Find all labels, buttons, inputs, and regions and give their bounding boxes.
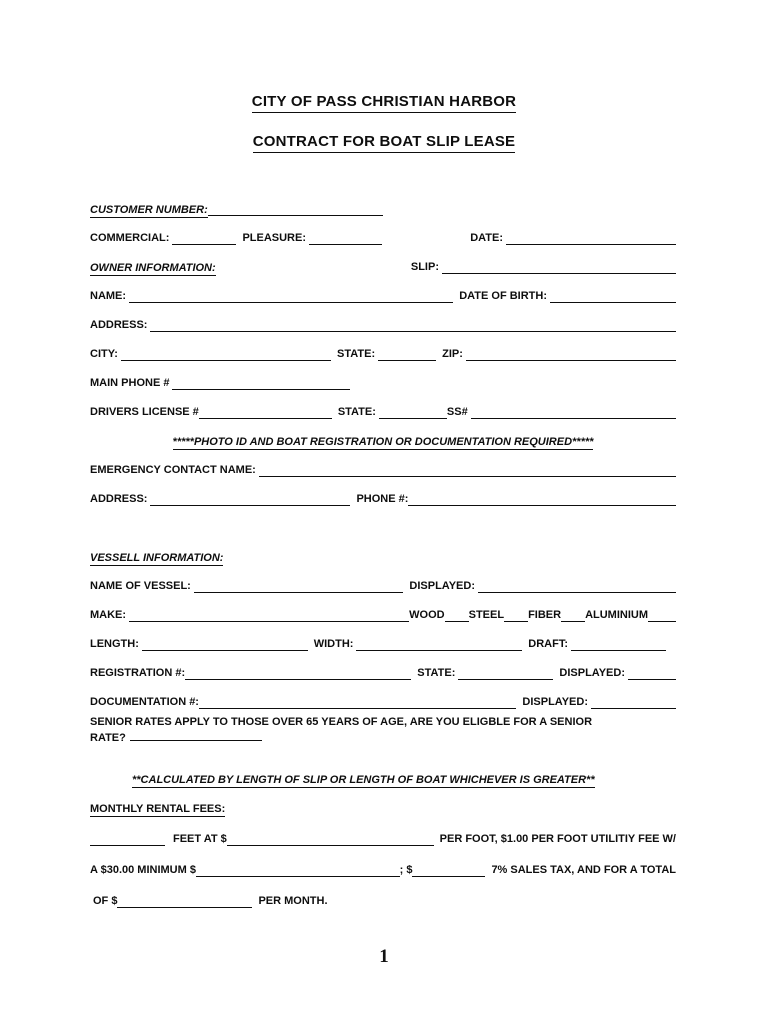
pleasure-blank[interactable] (309, 233, 382, 246)
documentation-displayed-blank[interactable] (591, 697, 676, 710)
pleasure-label: PLEASURE: (242, 232, 306, 244)
senior-rates-line1: SENIOR RATES APPLY TO THOSE OVER 65 YEARS OF AGE, ARE YOU ELIGBLE FOR A SENIOR (90, 716, 593, 728)
registration-displayed-blank[interactable] (628, 668, 676, 681)
semicolon-dollar-label: ; $ (399, 864, 413, 876)
length-blank[interactable] (142, 639, 308, 652)
draft-blank[interactable] (571, 639, 666, 652)
main-phone-label: MAIN PHONE # (90, 377, 170, 389)
length-label: LENGTH: (90, 638, 139, 650)
minimum-amount-blank[interactable] (196, 865, 400, 878)
draft-label: DRAFT: (528, 638, 569, 650)
commercial-blank[interactable] (172, 233, 236, 246)
emergency-phone-label: PHONE #: (356, 493, 409, 505)
date-label: DATE: (470, 232, 503, 244)
zip-label: ZIP: (442, 348, 463, 360)
state-blank[interactable] (378, 349, 436, 362)
feet-rate-row (90, 815, 676, 846)
senior-rate-blank[interactable] (130, 730, 262, 741)
wood-label: WOOD (409, 609, 445, 621)
date-of-birth-blank[interactable] (550, 291, 676, 304)
fiber-label: FIBER (528, 609, 562, 621)
city-blank[interactable] (121, 349, 331, 362)
per-foot-text: PER FOOT, $1.00 PER FOOT UTILITIY FEE W/ (439, 833, 676, 845)
document-title-line2: CONTRACT FOR BOAT SLIP LEASE (0, 133, 768, 153)
emergency-contact-row (90, 448, 676, 477)
calculated-notice: **CALCULATED BY LENGTH OF SLIP OR LENGTH OF BOAT WHICHEVER IS GREATER** (132, 773, 595, 786)
vessel-displayed-blank[interactable] (478, 581, 676, 594)
ss-label: SS# (446, 406, 468, 418)
form-body (90, 187, 676, 908)
vessel-information-heading: VESSELL INFORMATION: (90, 551, 224, 564)
width-label: WIDTH: (313, 638, 354, 650)
ss-blank[interactable] (471, 407, 676, 420)
vessel-name-blank[interactable] (194, 581, 404, 594)
name-dob-row (90, 274, 676, 303)
make-label: MAKE: (90, 609, 127, 621)
senior-rates-paragraph (90, 709, 676, 757)
photo-id-notice: *****PHOTO ID AND BOAT REGISTRATION OR DOCUMENTATION REQUIRED***** (172, 435, 594, 448)
rate-per-foot-blank[interactable] (227, 834, 434, 847)
emergency-phone-blank[interactable] (408, 494, 676, 507)
city-label: CITY: (90, 348, 118, 360)
calculated-notice-row (90, 757, 676, 786)
documentation-label: DOCUMENTATION #: (90, 696, 199, 708)
documentation-number-blank[interactable] (199, 697, 516, 710)
monthly-rental-heading-row (90, 786, 676, 815)
commercial-label: COMMERCIAL: (90, 232, 170, 244)
aluminium-label: ALUMINIUM (585, 609, 648, 621)
address-row (90, 303, 676, 332)
emergency-address-label: ADDRESS: (90, 493, 148, 505)
emergency-contact-name-blank[interactable] (259, 465, 676, 478)
documentation-row (90, 680, 676, 709)
customer-number-row (90, 187, 676, 216)
address-label: ADDRESS: (90, 319, 148, 331)
owner-information-row (90, 245, 676, 274)
state-label: STATE: (337, 348, 376, 360)
sales-tax-text: 7% SALES TAX, AND FOR A TOTAL (491, 864, 676, 876)
per-month-label: PER MONTH. (258, 895, 328, 907)
registration-state-label: STATE: (417, 667, 456, 679)
senior-rate-label: RATE? (90, 732, 126, 744)
registration-state-blank[interactable] (458, 668, 553, 681)
steel-blank[interactable] (504, 610, 528, 623)
registration-number-blank[interactable] (185, 668, 411, 681)
registration-label: REGISTRATION #: (90, 667, 186, 679)
document-title-line1: CITY OF PASS CHRISTIAN HARBOR (0, 93, 768, 113)
emergency-contact-label: EMERGENCY CONTACT NAME: (90, 464, 256, 476)
feet-blank[interactable] (90, 834, 165, 847)
name-label: NAME: (90, 290, 127, 302)
date-blank[interactable] (506, 233, 676, 246)
drivers-license-row (90, 390, 676, 419)
minimum-tax-row (90, 846, 676, 877)
main-phone-row (90, 361, 676, 390)
sales-tax-amount-blank[interactable] (412, 865, 485, 878)
make-blank[interactable] (129, 610, 409, 623)
emergency-address-phone-row (90, 477, 676, 506)
documentation-displayed-label: DISPLAYED: (522, 696, 588, 708)
length-width-draft-row (90, 622, 676, 651)
commercial-pleasure-date-row (90, 216, 676, 245)
drivers-license-blank[interactable] (199, 407, 332, 420)
zip-blank[interactable] (466, 349, 676, 362)
date-of-birth-label: DATE OF BIRTH: (459, 290, 547, 302)
vessel-displayed-label: DISPLAYED: (409, 580, 475, 592)
registration-row (90, 651, 676, 680)
wood-blank[interactable] (445, 610, 469, 623)
main-phone-blank[interactable] (172, 378, 350, 391)
dl-state-blank[interactable] (379, 407, 447, 420)
slip-label: SLIP: (410, 261, 439, 273)
owner-information-heading: OWNER INFORMATION: (90, 261, 216, 274)
page-number: 1 (379, 946, 389, 967)
aluminium-blank[interactable] (648, 610, 676, 623)
slip-blank[interactable] (442, 262, 676, 275)
vessel-information-heading-row (90, 535, 676, 564)
steel-label: STEEL (468, 609, 505, 621)
fiber-blank[interactable] (561, 610, 585, 623)
drivers-license-label: DRIVERS LICENSE # (90, 406, 199, 418)
total-per-month-blank[interactable] (117, 896, 252, 909)
address-blank[interactable] (150, 320, 676, 333)
make-row (90, 593, 676, 622)
of-label: OF $ (93, 895, 118, 907)
vessel-name-row (90, 564, 676, 593)
senior-rates-line2 (90, 730, 676, 746)
width-blank[interactable] (356, 639, 522, 652)
city-state-zip-row (90, 332, 676, 361)
name-blank[interactable] (129, 291, 453, 304)
name-of-vessel-label: NAME OF VESSEL: (90, 580, 191, 592)
customer-number-label: CUSTOMER NUMBER: (90, 203, 208, 216)
photo-id-notice-row (90, 419, 676, 448)
customer-number-blank[interactable] (208, 204, 383, 217)
emergency-address-blank[interactable] (150, 494, 350, 507)
document-header (0, 93, 768, 153)
feet-at-label: FEET AT $ (173, 833, 227, 845)
minimum-label: A $30.00 MINIMUM $ (90, 864, 196, 876)
registration-displayed-label: DISPLAYED: (559, 667, 625, 679)
total-per-month-row (90, 877, 676, 908)
dl-state-label: STATE: (337, 406, 376, 418)
monthly-rental-heading: MONTHLY RENTAL FEES: (90, 802, 226, 815)
